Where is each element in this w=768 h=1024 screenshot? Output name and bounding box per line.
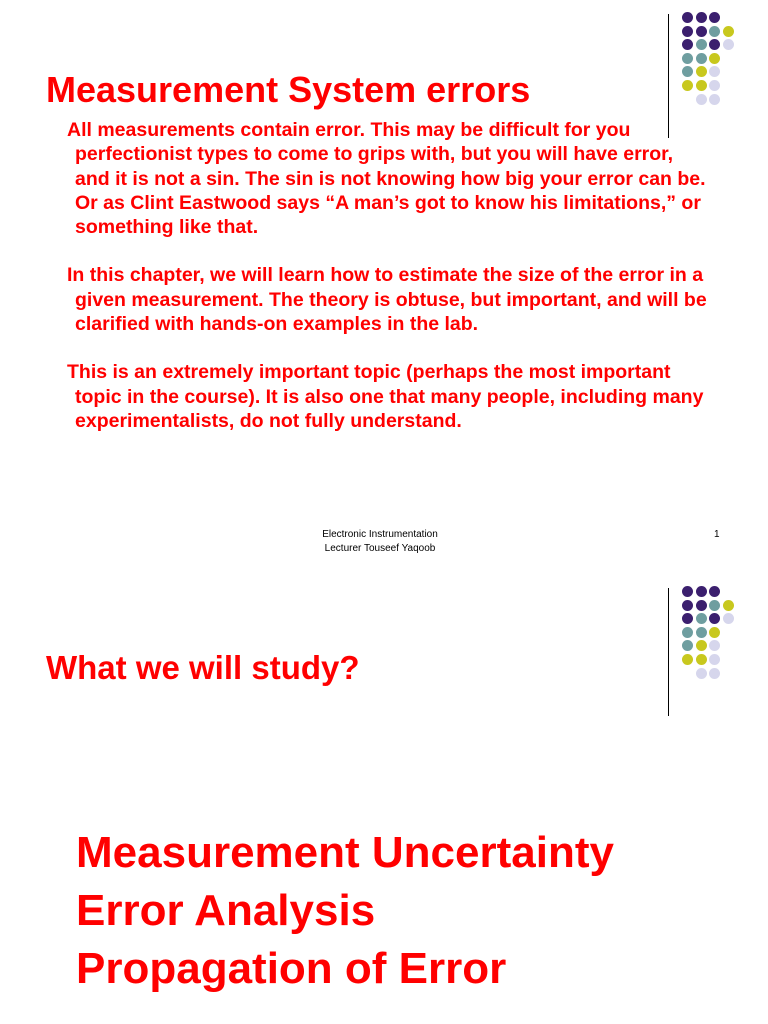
decorative-dot bbox=[682, 613, 693, 624]
decorative-dot bbox=[682, 600, 693, 611]
decorative-dot bbox=[696, 80, 707, 91]
page-number: 1 bbox=[714, 529, 720, 540]
decorative-dot bbox=[696, 586, 707, 597]
paragraph: This is an extremely important topic (perhaps the most important topic in the course). It is also one that many people, including many experimentalists, do not fully understand. bbox=[67, 361, 704, 432]
decorative-dot bbox=[723, 613, 734, 624]
slide-title: Measurement System errors bbox=[46, 69, 531, 110]
decorative-dot bbox=[682, 39, 693, 50]
vertical-divider-line bbox=[668, 588, 669, 716]
decorative-dot bbox=[682, 654, 693, 665]
footer-course: Electronic Instrumentation bbox=[322, 529, 438, 540]
slide-title: What we will study? bbox=[46, 649, 360, 686]
decorative-dot bbox=[682, 12, 693, 23]
decorative-dot bbox=[696, 627, 707, 638]
footer-lecturer: Lecturer Touseef Yaqoob bbox=[324, 543, 436, 554]
decorative-dot bbox=[709, 12, 720, 23]
decorative-dot bbox=[709, 668, 720, 679]
decorative-dot bbox=[709, 586, 720, 597]
decorative-dot bbox=[709, 80, 720, 91]
decorative-dot bbox=[682, 66, 693, 77]
decorative-dot bbox=[682, 53, 693, 64]
decorative-dot bbox=[709, 654, 720, 665]
decorative-dot bbox=[696, 94, 707, 105]
decorative-dot bbox=[682, 80, 693, 91]
topic-list bbox=[76, 824, 614, 998]
topic-item: Propagation of Error bbox=[76, 944, 507, 993]
decorative-dot bbox=[696, 39, 707, 50]
decorative-dot bbox=[696, 668, 707, 679]
decorative-dot bbox=[696, 12, 707, 23]
decorative-dot bbox=[709, 26, 720, 37]
decorative-dot bbox=[723, 26, 734, 37]
decorative-dot bbox=[696, 26, 707, 37]
decorative-dot bbox=[696, 53, 707, 64]
decorative-dot bbox=[709, 53, 720, 64]
decorative-dot bbox=[696, 66, 707, 77]
decorative-dot bbox=[682, 627, 693, 638]
decorative-dot bbox=[709, 627, 720, 638]
decorative-dot bbox=[682, 586, 693, 597]
decorative-dot bbox=[709, 613, 720, 624]
slide-body bbox=[47, 118, 707, 457]
decorative-dot bbox=[682, 640, 693, 651]
decorative-dot bbox=[723, 39, 734, 50]
topic-item: Measurement Uncertainty bbox=[76, 828, 614, 877]
decorative-dot bbox=[709, 640, 720, 651]
paragraph: In this chapter, we will learn how to estimate the size of the error in a given measurement. The theory is obtuse, but important, and will be clarified with hands-on examples in the lab. bbox=[67, 264, 707, 336]
decorative-dot bbox=[709, 66, 720, 77]
decorative-dot bbox=[696, 654, 707, 665]
slide-2 bbox=[0, 576, 768, 1024]
decorative-dot bbox=[696, 640, 707, 651]
decorative-dot bbox=[709, 600, 720, 611]
slide-footer bbox=[310, 528, 450, 556]
decorative-dot bbox=[682, 26, 693, 37]
decorative-dot bbox=[723, 600, 734, 611]
decorative-dot bbox=[709, 94, 720, 105]
topic-item: Error Analysis bbox=[76, 886, 376, 935]
decorative-dot bbox=[696, 600, 707, 611]
paragraph: All measurements contain error. This may be difficult for you perfectionist types to come to grips with, but you will have error, and it is not a sin. The sin is not knowing how big your error can be. Or as Clint Eastwood says “A man’s got to know his limitations,” or something like that. bbox=[67, 119, 706, 239]
decorative-dot bbox=[696, 613, 707, 624]
decorative-dot bbox=[709, 39, 720, 50]
